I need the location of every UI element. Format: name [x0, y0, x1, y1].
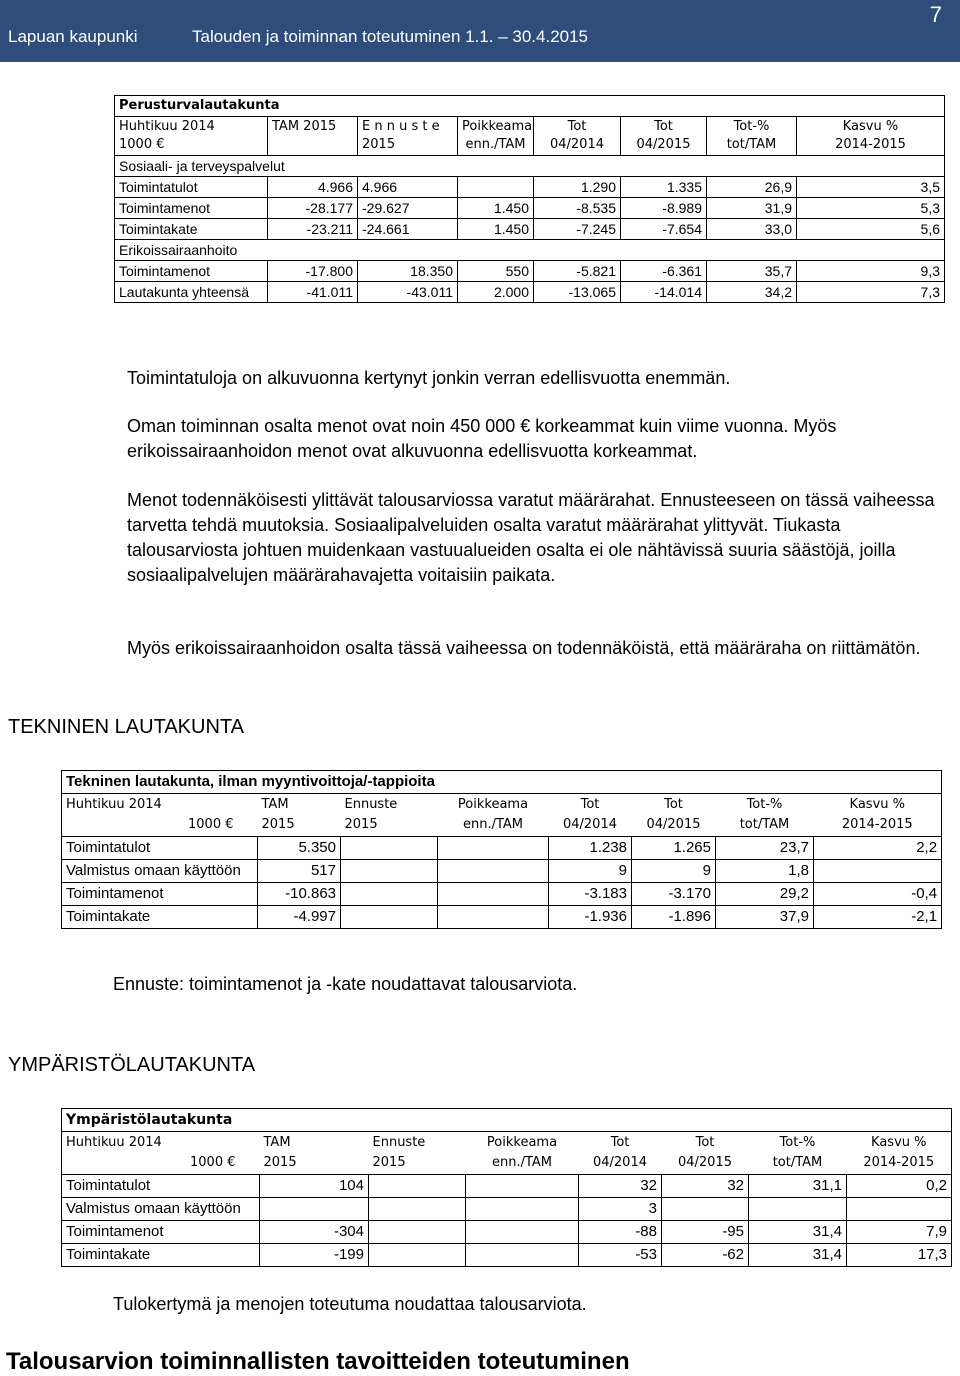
- cell: [341, 906, 438, 929]
- cell: -3.183: [549, 883, 632, 906]
- cell: 33,0: [707, 219, 797, 240]
- cell: [662, 1198, 749, 1221]
- cell: 23,7: [716, 837, 814, 860]
- cell: 37,9: [716, 906, 814, 929]
- cell: -1.936: [549, 906, 632, 929]
- ymparisto-table: [61, 1108, 952, 1267]
- cell: [438, 906, 549, 929]
- report-title: Talouden ja toiminnan toteutuminen 1.1. – 30.4.2015: [192, 27, 589, 46]
- cell: -6.361: [621, 261, 707, 282]
- cell: -53: [579, 1244, 662, 1267]
- cell: [438, 860, 549, 883]
- cell: [466, 1221, 579, 1244]
- page-header: [0, 0, 960, 62]
- table-title-row: [115, 96, 945, 117]
- final-section-title: Talousarvion toiminnallisten tavoitteiden toteutuminen: [6, 1348, 630, 1375]
- table-row: [62, 1198, 952, 1221]
- cell: -29.627: [358, 198, 458, 219]
- cell: 2,2: [814, 837, 942, 860]
- cell: -41.011: [268, 282, 358, 303]
- column-header: Tot 04/2014: [534, 117, 621, 156]
- cell: 1.265: [632, 837, 716, 860]
- cell: -24.661: [358, 219, 458, 240]
- row-label: Toimintatulot: [115, 177, 268, 198]
- column-header: Tot 04/2015: [632, 794, 716, 837]
- cell: 5.350: [258, 837, 341, 860]
- cell: [369, 1198, 466, 1221]
- table-row: [62, 1175, 952, 1198]
- cell: 32: [662, 1175, 749, 1198]
- column-header: Huhtikuu 2014 1000 €: [62, 1132, 260, 1175]
- cell: 2.000: [458, 282, 534, 303]
- row-label: Toimintamenot: [115, 198, 268, 219]
- column-header: Tot 04/2014: [579, 1132, 662, 1175]
- cell: [749, 1198, 847, 1221]
- cell: [458, 177, 534, 198]
- cell: -88: [579, 1221, 662, 1244]
- paragraph: Myös erikoissairaanhoidon osalta tässä vaiheessa on todennäköistä, että määräraha on riittämätön.: [127, 638, 921, 658]
- cell: [369, 1221, 466, 1244]
- column-header: TAM 2015: [260, 1132, 369, 1175]
- cell: -2,1: [814, 906, 942, 929]
- cell: 7,9: [847, 1221, 952, 1244]
- cell: 1,8: [716, 860, 814, 883]
- table-row: [62, 1221, 952, 1244]
- cell: 26,9: [707, 177, 797, 198]
- row-label: Toimintatulot: [62, 1175, 260, 1198]
- column-header: Poikkeama enn./TAM: [466, 1132, 579, 1175]
- table-row: [62, 860, 942, 883]
- cell: 34,2: [707, 282, 797, 303]
- cell: 4.966: [268, 177, 358, 198]
- cell: -17.800: [268, 261, 358, 282]
- column-header: Huhtikuu 2014 1000 €: [115, 117, 268, 156]
- cell: -1.896: [632, 906, 716, 929]
- table-row: [62, 1244, 952, 1267]
- column-header: Huhtikuu 2014 1000 €: [62, 794, 258, 837]
- cell: 18.350: [358, 261, 458, 282]
- cell: [341, 860, 438, 883]
- row-label: Valmistus omaan käyttöön: [62, 860, 258, 883]
- column-header: Tot-% tot/TAM: [707, 117, 797, 156]
- cell: 7,3: [797, 282, 945, 303]
- cell: [466, 1244, 579, 1267]
- column-header: Kasvu % 2014-2015: [797, 117, 945, 156]
- row-label: Toimintatulot: [62, 837, 258, 860]
- table-title-row: [62, 1109, 952, 1132]
- cell: 1.335: [621, 177, 707, 198]
- paragraph: Oman toiminnan osalta menot ovat noin 450 000 € korkeammat kuin viime vuonna. Myös erikoissairaanhoidon menot ovat alkuvuonna edellisvuotta korkeammat.: [127, 416, 837, 461]
- organization-name: Lapuan kaupunki: [8, 27, 138, 46]
- cell: -43.011: [358, 282, 458, 303]
- table-title: Ympäristölautakunta: [62, 1109, 952, 1132]
- cell: 3,5: [797, 177, 945, 198]
- column-header: Tot 04/2015: [662, 1132, 749, 1175]
- column-header: TAM 2015: [268, 117, 358, 156]
- page-number: 7: [929, 2, 942, 27]
- table-row: [62, 837, 942, 860]
- cell: [369, 1244, 466, 1267]
- column-header: Ennuste 2015: [369, 1132, 466, 1175]
- table-row: [62, 906, 942, 929]
- cell: 1.450: [458, 219, 534, 240]
- ymparisto-note: Tulokertymä ja menojen toteutuma noudattaa talousarviota.: [113, 1294, 587, 1314]
- table-row: [115, 177, 945, 198]
- row-label: Valmistus omaan käyttöön: [62, 1198, 260, 1221]
- cell: -7.245: [534, 219, 621, 240]
- column-header: Poikkeama enn./TAM: [438, 794, 549, 837]
- cell: 31,4: [749, 1244, 847, 1267]
- cell: 3: [579, 1198, 662, 1221]
- column-header: Tot-% tot/TAM: [749, 1132, 847, 1175]
- cell: 550: [458, 261, 534, 282]
- tekninen-table: [61, 770, 942, 929]
- table-title-row: [62, 771, 942, 794]
- cell: -304: [260, 1221, 369, 1244]
- table-row: [115, 198, 945, 219]
- cell: -7.654: [621, 219, 707, 240]
- row-label: Toimintamenot: [62, 883, 258, 906]
- cell: [341, 883, 438, 906]
- row-label: Toimintakate: [62, 906, 258, 929]
- column-header: Poikkeama enn./TAM: [458, 117, 534, 156]
- cell: 5,3: [797, 198, 945, 219]
- paragraph: Toimintatuloja on alkuvuonna kertynyt jonkin verran edellisvuotta enemmän.: [127, 368, 731, 388]
- row-label: Toimintakate: [62, 1244, 260, 1267]
- column-header: Kasvu % 2014-2015: [814, 794, 942, 837]
- section-heading-ymparisto: YMPÄRISTÖLAUTAKUNTA: [8, 1054, 256, 1076]
- row-label: Toimintamenot: [62, 1221, 260, 1244]
- cell: -28.177: [268, 198, 358, 219]
- section-row: [115, 240, 945, 261]
- cell: [466, 1198, 579, 1221]
- table-title: Tekninen lautakunta, ilman myyntivoittoja/-tappioita: [62, 771, 942, 794]
- cell: 31,4: [749, 1221, 847, 1244]
- column-header: Ennuste 2015: [341, 794, 438, 837]
- paragraph: Menot todennäköisesti ylittävät talousarviossa varatut määrärahat. Ennusteeseen on tässä vaiheessa tarvetta tehdä muutoksia. Sosiaalipalveluiden osalta varatut määrärahat ylittyvät. Tiukasta talousarviosta johtuen muidenkaan vastuualueiden osalta ei ole nähtävissä suuria säästöjä, joilla sosiaalipalvelujen määrärahavajetta voitaisiin paikata.: [127, 490, 935, 585]
- cell: 1.290: [534, 177, 621, 198]
- cell: 35,7: [707, 261, 797, 282]
- cell: -14.014: [621, 282, 707, 303]
- column-header: Kasvu % 2014-2015: [847, 1132, 952, 1175]
- column-header: TAM 2015: [258, 794, 341, 837]
- cell: 0,2: [847, 1175, 952, 1198]
- cell: 29,2: [716, 883, 814, 906]
- row-label: Toimintakate: [115, 219, 268, 240]
- table-row: [115, 282, 945, 303]
- column-header: Tot 04/2015: [621, 117, 707, 156]
- cell: -62: [662, 1244, 749, 1267]
- cell: 32: [579, 1175, 662, 1198]
- section-label: Sosiaali- ja terveyspalvelut: [115, 156, 945, 177]
- cell: 517: [258, 860, 341, 883]
- cell: -0,4: [814, 883, 942, 906]
- cell: -8.989: [621, 198, 707, 219]
- cell: -3.170: [632, 883, 716, 906]
- cell: -95: [662, 1221, 749, 1244]
- cell: -23.211: [268, 219, 358, 240]
- cell: [847, 1198, 952, 1221]
- cell: 9: [549, 860, 632, 883]
- cell: 17,3: [847, 1244, 952, 1267]
- cell: 1.450: [458, 198, 534, 219]
- table-row: [115, 261, 945, 282]
- table-header-row: [62, 794, 942, 837]
- cell: 31,9: [707, 198, 797, 219]
- cell: 9,3: [797, 261, 945, 282]
- cell: [341, 837, 438, 860]
- cell: -4.997: [258, 906, 341, 929]
- row-label: Toimintamenot: [115, 261, 268, 282]
- cell: 9: [632, 860, 716, 883]
- table-row: [62, 883, 942, 906]
- cell: -199: [260, 1244, 369, 1267]
- perusturva-table: [114, 95, 945, 303]
- cell: 31,1: [749, 1175, 847, 1198]
- table-title: Perusturvalautakunta: [115, 96, 945, 117]
- cell: 1.238: [549, 837, 632, 860]
- cell: [814, 860, 942, 883]
- cell: -5.821: [534, 261, 621, 282]
- cell: -13.065: [534, 282, 621, 303]
- table-header-row: [62, 1132, 952, 1175]
- table-row: [115, 219, 945, 240]
- table-header-row: [115, 117, 945, 156]
- section-label: Erikoissairaanhoito: [115, 240, 945, 261]
- cell: [438, 883, 549, 906]
- cell: 4.966: [358, 177, 458, 198]
- cell: [260, 1198, 369, 1221]
- column-header: E n n u s t e 2015: [358, 117, 458, 156]
- cell: [438, 837, 549, 860]
- cell: -10.863: [258, 883, 341, 906]
- cell: [466, 1175, 579, 1198]
- column-header: Tot 04/2014: [549, 794, 632, 837]
- cell: 5,6: [797, 219, 945, 240]
- column-header: Tot-% tot/TAM: [716, 794, 814, 837]
- section-heading-tekninen: TEKNINEN LAUTAKUNTA: [8, 716, 244, 738]
- row-label: Lautakunta yhteensä: [115, 282, 268, 303]
- tekninen-note: Ennuste: toimintamenot ja -kate noudattavat talousarviota.: [113, 974, 578, 994]
- cell: [369, 1175, 466, 1198]
- cell: -8.535: [534, 198, 621, 219]
- cell: 104: [260, 1175, 369, 1198]
- section-row: [115, 156, 945, 177]
